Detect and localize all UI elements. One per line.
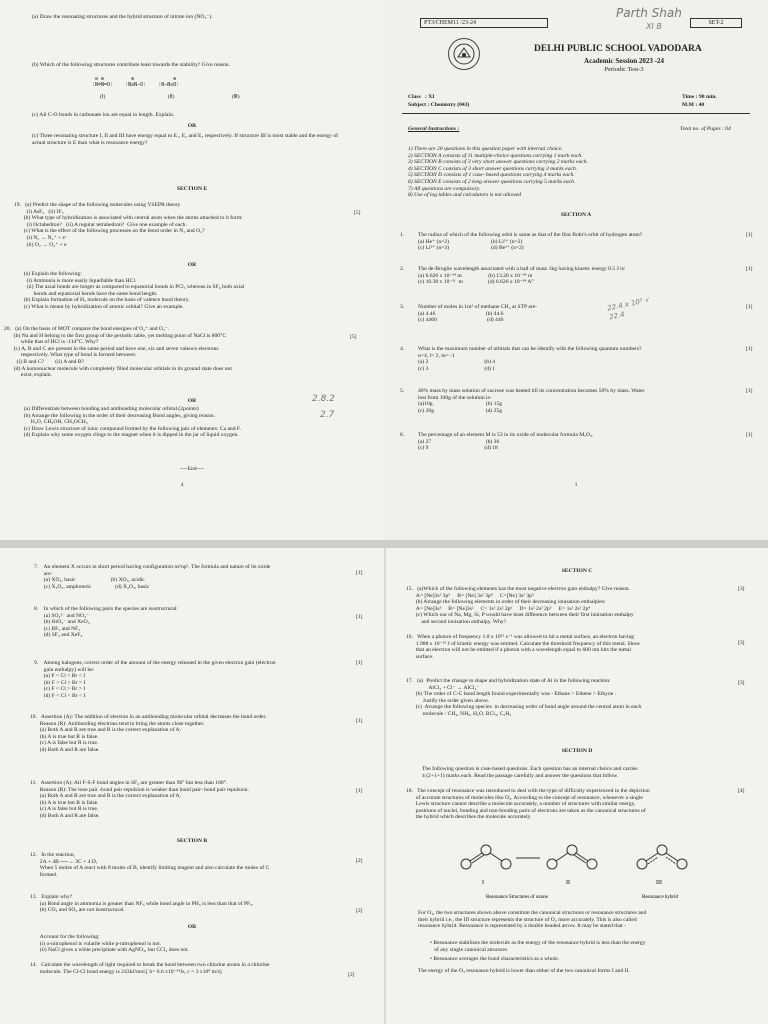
q-carbonate: (c) All C-O bonds in carbonate ion are equal in length. Explain. <box>32 112 175 118</box>
marks-20: [5] <box>350 334 357 340</box>
handwritten-note: 2.8.2 <box>312 394 335 404</box>
page-number: 1 <box>574 482 578 488</box>
page-4 <box>0 0 384 540</box>
section-a-heading: SECTION A <box>560 212 592 218</box>
q-number: 5. <box>400 388 405 394</box>
test-name: Periodic Test-3 <box>604 66 644 73</box>
or-label: OR <box>187 924 197 930</box>
instructions-list: 1) There are 20 questions in this question paper with internal choice. 2) SECTION A consists of 11 multiple-choice questions carrying 1 mark each. 3) SECTION B consists of 3 very short answer questions carrying 2 marks each. 4) SECTION C consists of 3 short answer questions carrying 3 marks each. 5) SECTION D consists of 1 case- based questions carrying 4 marks each. 6) SECTION E consists of 2 long answer questions carrying 5 marks each. 7) All questions are compulsory. 8) Use of log tables and calculators is not allowed <box>408 146 588 199</box>
q-text: The de-Broglie wavelength associated with a ball of mass 1kg having kinetic energy 0.5 J is: (a) 6.626 x 10⁻³⁴ m (b) 13.20 x 10⁻³⁴ m (c) 10.38 x 10⁻²¹ m (d) 6.626 x 10⁻³⁴ A° <box>418 266 626 286</box>
section-b-heading: SECTION B <box>176 838 208 844</box>
lewis-structures: ⊖ ⊕ ⊕ ⊕ :N=N=O: :N≡N−O: :N−N≡O: <box>92 76 180 88</box>
handwritten-calc: 22.4 x 10³ ✓ 22.4 <box>606 295 652 322</box>
question-19-or: (a) Explain the following: (i) Ammonia is more easily liquefiable than HCl. (ii) The axial bonds are longer as compared to equatorial bonds in PCl₅ whereas in SF₆ both axial bonds and equatorial bonds have the same bond length. (b) Explain formation of H₂ molecule on the basis of valence bond theory. (c) What is meant by hybridization of atomic orbital? Give an example. <box>23 271 245 310</box>
q-marks: [1] <box>356 614 363 620</box>
time-line: Time : 90 min. <box>682 94 717 100</box>
question-12: 12. In the reaction, 2A + 4B ──→ 3C + 4 D, When 5 moles of A react with 8 moles of B, identify limiting reagent and also calculate the moles of C formed. <box>30 852 270 878</box>
struct-label-2: (Ⅱ) <box>168 94 175 100</box>
q-marks: [4] <box>738 788 745 794</box>
q-marks: [3] <box>738 586 745 592</box>
bullet-2: • Resonance averages the bond characteristics as a whole. <box>430 956 560 962</box>
q-marks: [2] <box>348 972 355 978</box>
structure-I <box>461 845 511 869</box>
max-marks-line: M.M : 40 <box>682 102 705 108</box>
question-19: 19. (a) Predict the shape of the following molecules using VSEPR theory (i) AsF₃ (ii) IF₅ (b) What type of hybridization is associated with central atom when the atoms attached to it form: (i) Octahedron? (ii) A regular tetrahedron? Give one example of each. (c) What is the effect of the following processes on the bond order in N₂ and O₂? (i) N₂ → N₂⁺ + e⁻ (ii) O₂ → O₂⁺ + e <box>14 202 243 248</box>
question-14: 14. Calculate the wavelength of light required to break the bond between two chlorine atoms in a chlorine molecule. The Cl-Cl bond energy is 243kJ/mol.[ h= 6.6 x10⁻³⁴Js, c = 3 x10⁸ m/s] <box>30 962 270 975</box>
total-pages: Total no. of Pages : 04 <box>680 126 731 132</box>
question-7: 7. An element X occurs in short period having configuration ns²np¹. The formula and nature of its oxide are: (a) XO₃, basic (b) XO₃, acidic (c) X₂O₃, amphoteric (d) X₂O₃, basic <box>34 564 271 590</box>
or-label: OR <box>187 262 197 268</box>
question-10: 10. Assertion (A): The addition of electron in an antibonding molecular orbital decreases the bond order. Reason (R): Antibonding electrons tend to bring the atoms close together. (a) Both A and R are true and R is the correct explanation of A. (b) A is true but R is false. (c) A is false but R is true. (d) Both A and R are false. <box>30 714 267 753</box>
q-marks: [1] <box>746 432 753 438</box>
struct-label-1: (Ⅰ) <box>100 94 106 100</box>
class-line: Class : XI <box>408 94 435 100</box>
q-marks: [1] <box>746 346 753 352</box>
fig-caption-structures: Resonance Structures of ozone <box>486 895 548 900</box>
divider <box>402 113 750 114</box>
page-2 <box>0 548 384 1024</box>
q-least-stable: (b) Which of the following structures contribute least towards the stability? Give reason. <box>32 62 230 68</box>
page-3 <box>386 548 768 1024</box>
q-text: Number of moles in 1m³ of methane CH₄ at STP are- (a) 4.46 (b) 44.6 (c) 4460 (d) 446 <box>418 304 537 324</box>
paper-code: PT3/CHEM11 /23-24 <box>420 18 548 28</box>
q-marks: [2] <box>356 908 363 914</box>
q-marks: [2] <box>356 858 363 864</box>
school-logo <box>448 38 480 70</box>
section-c-heading: SECTION C <box>561 568 593 574</box>
fig-label-II: II <box>566 880 570 886</box>
handwritten-note: 2.7 <box>320 410 335 420</box>
bullet-1: • Resonance stabilizes the molecule as the energy of the resonance hybrid is less than the energy of any single canonical structure. <box>430 940 646 953</box>
structure-III <box>637 845 687 869</box>
or-label: OR <box>187 398 197 404</box>
q-marks: [1] <box>356 570 363 576</box>
q-marks: [1] <box>356 788 363 794</box>
or-label: OR <box>187 123 197 129</box>
set-box: SET-2 <box>690 18 742 28</box>
school-name: DELHI PUBLIC SCHOOL VADODARA <box>534 44 702 54</box>
section-e-heading: SECTION E <box>176 186 208 192</box>
passage-para: For O₃, the two structures shown above constitute the canonical structures or resonance structures and their hybrid i.e., the III structure represents the structure of O₃ more accurately. This is also called resonance hybrid. Resonance is represented by a double headed arrow. It may be stated that - <box>418 910 647 930</box>
q-resonance-energy: (c) Three resonating structure I, II and III have energy equal to E₁, E₂ and E₃ respectively. If structure III is most stable and the energy of actual structure is E than what is resonance energy? <box>32 133 340 146</box>
q-marks: [1] <box>746 232 753 238</box>
question-11: 11. Assertion (A): All F-S-F bond angles in SF₄ are greater than 90° but less than 180°. Reason (R): The lone pair -bond pair repulsion is weaker than bond pair- bond pair repulsion. (a) Both A and R are true and R is the correct explanation of A. (b) A is true but R is false. (c) A is false but R is true. (d) Both A and R are false. <box>30 780 249 819</box>
question-18: 18. The concept of resonance was introduced to deal with the type of difficulty experienced in the depiction of accurate structures of molecules like O₃. According to the concept of resonance, whenever a single Lewis structure cannot describe a molecule accurately, a number of structures with similar energy, positions of nuclei, bonding and non-bonding pairs of electrons are taken as the canonical structures of the hybrid which describes the molecule accurately. <box>406 788 650 821</box>
question-20: 20. (a) On the basis of MOT compare the bond energies of O₂⁺ and O₂⁻. (b) Na and H belong to the first group of the periodic table, yet melting point of NaCl is 800°C while that of HCl is -114°C. Why? (c) A, B and C are present in the same period and have one, six and seven valence electrons respectively. What type of bond is formed between: (i) B and C? (ii) A and B? (d) A homonuclear molecule with completely filled molecular orbitals in its ground state does not exist, explain. <box>4 326 232 379</box>
q-marks: [1] <box>356 660 363 666</box>
section-d-heading: SECTION D <box>561 748 593 754</box>
handwritten-name: Parth Shah <box>616 6 682 20</box>
page-1 <box>384 0 768 540</box>
q-marks: [1] <box>746 388 753 394</box>
q-marks: [1] <box>746 266 753 272</box>
end-marker: ----End---- <box>180 466 204 472</box>
q-text: The percentage of an element M is 53 in its oxide of molecular formula M₂O₃. (a) 27 (b) 36 (c) 9 (d) 18 <box>418 432 594 452</box>
question-8: 8. In which of the following pairs the species are isostructural: (a) SO₃²⁻ and NO₃⁻ (b) BrO₃⁻ and XeO₃ (c) BF₃ and NF₃ (d) SF₄ and XeF₄ <box>34 606 178 639</box>
q-text: What is the maximum number of orbitals that can be identify with the following quantum numbers? n=4, l= 2, m= -1 (a) 2 (b) 4 (c) 3 (d) 1 <box>418 346 642 372</box>
case-instructions: The following question is case-based questions. Each question has an internal choice and carries 4 (2+1+1) marks each. Read the passage carefully and answer the questions that follow. <box>422 766 638 779</box>
q-nitrate-resonance: (a) Draw the resonating structures and the hybrid structure of nitrate ion (NO₃⁻). <box>32 14 213 20</box>
page-separator <box>0 540 768 548</box>
q-number: 2. <box>400 266 405 272</box>
ozone-resonance-figure <box>446 834 716 904</box>
q-marks: [1] <box>356 718 363 724</box>
structure-II <box>547 845 597 869</box>
q-text: 40% mass by mass solution of sucrose was heated till its concentration becomes 50% by mass. Water lost from 100g of the solution is- (a)10g. (b) 15g (c) 20g (d) 25g <box>418 388 645 414</box>
fig-caption-hybrid: Resonance hybrid <box>642 895 678 900</box>
fig-label-I: I <box>482 880 484 886</box>
instructions-heading: General Instructions : <box>408 126 460 132</box>
marks-19: [5] <box>354 210 361 216</box>
question-20-or: (a) Differentiate between bonding and antibonding molecular orbital.(2points) (b) Arrange the following in the order of their decreasing Bond angles, giving reason. H₂O, CH₃OH, CH₃OCH₃ (c) Draw Lewis structure of ionic compound formed by the following pair of elements: Ca and F. (d) Explain why some oxygen clings to the magnet when it is dipped in the jar of liquid oxygen. <box>23 406 241 439</box>
question-13: 13. Explain why? (a) Bond angle in ammonia is greater than NF₃ while bond angle in PH₃ is less than that of PF₃. (b) CO₂ and SO₂ are not isostructural. <box>30 894 254 914</box>
q-marks: [1] <box>746 304 753 310</box>
question-16: 16. When a photon of frequency 1.0 x 10¹⁵ s⁻¹ was allowed to hit a metal surface, an electron having 1.988 x 10⁻¹⁹ J of kinetic energy was emitted. Calculate the threshold frequency of this metal. Show that an electron will not be emitted if a photon with a wavelength equal to 600 nm hits the metal surface. <box>406 634 641 660</box>
struct-label-3: (Ⅲ) <box>232 94 240 100</box>
question-17: 17. (a) Predict the change in shape and hybridization state of Al in the following reaction: AlCl₃ + Cl⁻ → AlCl₄⁻ (b) The order of C-C bond length found experimentally was - Ethane > Ethene > Ethyne . Justify the order given above. (c) Arrange the following species in decreasing order of bond angle around the central atom in each molecule : CH₄, NH₃, H₂O, BCl₃, C₂H₂ <box>406 678 642 717</box>
question-15: 15. (a)Which of the following elements has the most negative electron gain enthalpy? Give reason. A= [Ne]3s² 3p⁵ B= [Ne] 3s² 3p⁴ C=[Ne] 3s² 3p³ (b) Arrange the following elements in order of their decreasing ionisation enthalpies: A= [Ne]3s¹ B= [Ne]3s² C= 1s² 2s² 2p⁶ D= 1s² 2s² 2p⁵ E= 1s² 2s² 2p⁴ (c) Which out of Na, Mg, Si, P would have least difference between their first ionisation enthalpy and second ionisation enthalpy. Why? <box>406 586 634 625</box>
q-number: 1. <box>400 232 405 238</box>
q-number: 6. <box>400 432 405 438</box>
page-number: 4 <box>180 482 184 488</box>
q-text: The radius of which of the following orbit is same as that of the first Bohr's orbit of hydrogen atom? (a) He⁺ (n=2) (b) Li²⁺ (n=2) (c) Li²⁺ (n=3) (d) Be³⁺ (n=2) <box>418 232 643 252</box>
q-marks: [3] <box>738 640 745 646</box>
handwritten-class: XI B <box>646 22 662 31</box>
q-marks: [3] <box>738 680 745 686</box>
passage-last: The energy of the O₃ resonance hybrid is lower than either of the two canonical forms I and II. <box>418 968 630 974</box>
fig-label-III: III <box>656 880 662 886</box>
subject-line: Subject : Chemistry (043) <box>408 102 470 108</box>
q-number: 3. <box>400 304 405 310</box>
q-number: 4. <box>400 346 405 352</box>
question-9: 9. Among halogens, correct order of the amount of the energy released in the given electron gain (electron gain enthalpy) will be: (a) F < Cl < Br < I (b) F > Cl > Br > I (c) F < Cl > Br > I (d) F < Cl < Br < I <box>34 660 276 699</box>
question-13-or: Account for the following: (i) o-nitrophenol is volatile while p-nitrophenol is not. (ii) NaCl gives a white precipitate with AgNO₃, but CCl₄ does not. <box>39 934 189 954</box>
session: Academic Session 2023 -24 <box>584 57 664 65</box>
